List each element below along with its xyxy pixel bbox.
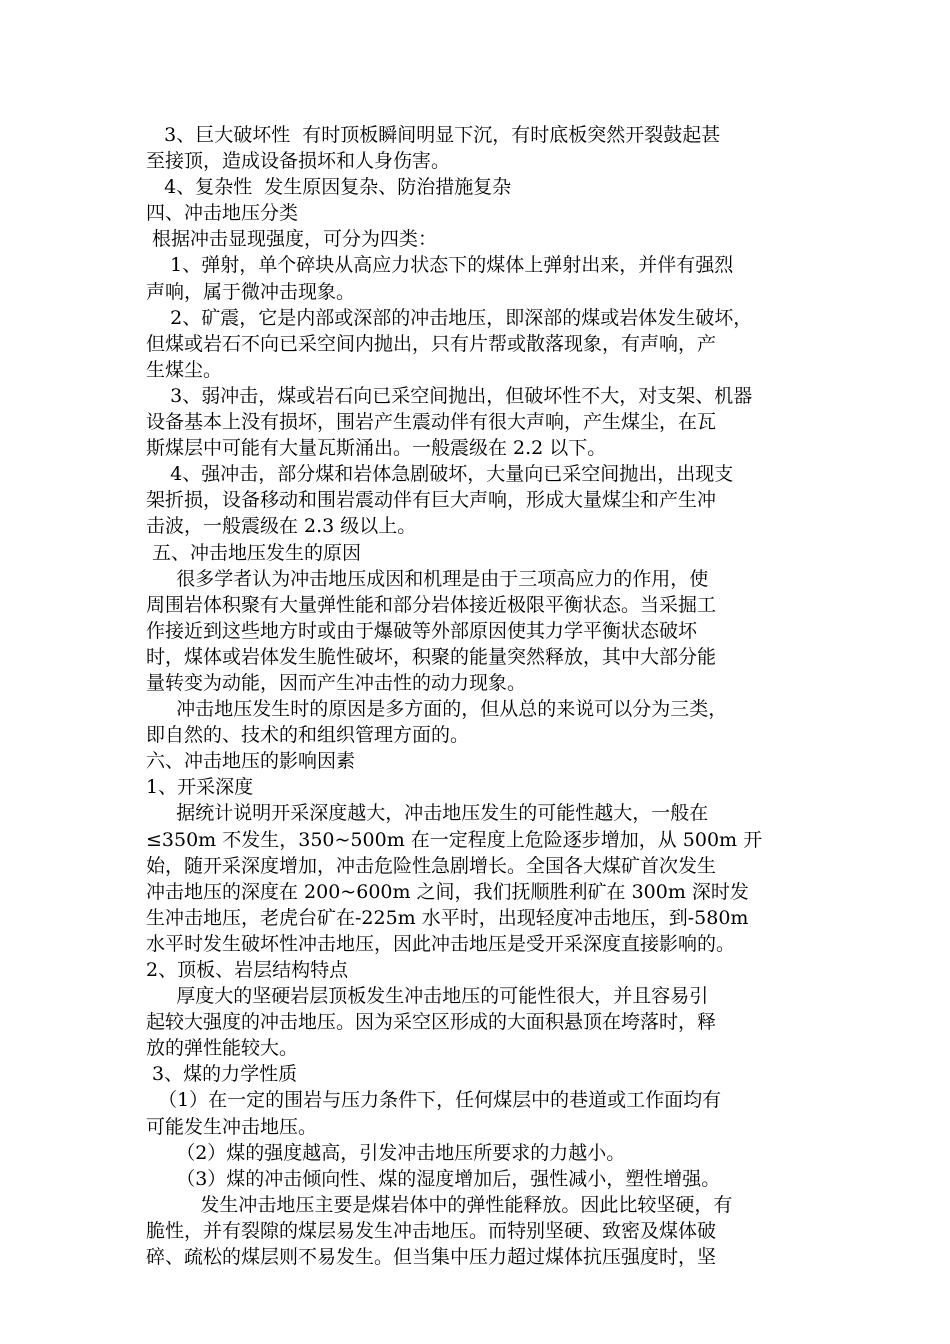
- text-line: 量转变为动能，因而产生冲击性的动力现象。: [146, 671, 527, 694]
- text-line: 3、弱冲击，煤或岩石向已采空间抛出，但破坏性不大，对支架、机器: [146, 384, 753, 407]
- text-line: 时，煤体或岩体发生脆性破坏，积聚的能量突然释放，其中大部分能: [146, 645, 717, 668]
- text-line: 声响，属于微冲击现象。: [146, 280, 356, 303]
- text-line: 4、复杂性 发生原因复杂、防治措施复杂: [146, 176, 512, 199]
- text-line: 水平时发生破坏性冲击地压，因此冲击地压是受开采深度直接影响的。: [146, 932, 736, 955]
- text-line: 击波，一般震级在 2.3 级以上。: [146, 515, 417, 538]
- text-line: 六、冲击地压的影响因素: [146, 750, 356, 773]
- text-line: 很多学者认为冲击地压成因和机理是由于三项高应力的作用，使: [146, 567, 709, 590]
- document-page: [146, 122, 816, 1270]
- text-line: （2）煤的强度越高，引发冲击地压所要求的力越小。: [146, 1141, 626, 1164]
- text-line: 3、煤的力学性质: [146, 1063, 298, 1086]
- text-line: 生冲击地压，老虎台矿在-225m 水平时，出现轻度冲击地压，到-580m: [146, 906, 749, 929]
- text-line: （1）在一定的围岩与压力条件下，任何煤层中的巷道或工作面均有: [146, 1089, 722, 1112]
- text-line: 架折损，设备移动和围岩震动伴有巨大声响，形成大量煤尘和产生冲: [146, 489, 717, 512]
- text-line: 3、巨大破坏性 有时顶板瞬间明显下沉，有时底板突然开裂鼓起甚: [146, 124, 721, 146]
- text-line: 放的弹性能较大。: [146, 1037, 299, 1060]
- text-line: 可能发生冲击地压。: [146, 1115, 318, 1138]
- text-line: 1、弹射，单个碎块从高应力状态下的煤体上弹射出来，并伴有强烈: [146, 254, 734, 277]
- text-line: （3）煤的冲击倾向性、煤的湿度增加后，强性减小，塑性增强。: [146, 1167, 721, 1190]
- text-line: 斯煤层中可能有大量瓦斯涌出。一般震级在 2.2 以下。: [146, 437, 607, 460]
- text-line: 设备基本上没有损坏，围岩产生震动伴有很大声响，产生煤尘，在瓦: [146, 411, 717, 434]
- text-line: 四、冲击地压分类: [146, 202, 299, 225]
- text-line: 生煤尘。: [146, 358, 223, 381]
- text-line: 五、冲击地压发生的原因: [146, 541, 362, 564]
- text-line: 发生冲击地压主要是煤岩体中的弹性能释放。因此比较坚硬，有: [146, 1193, 733, 1216]
- text-line: 2、顶板、岩层结构特点: [146, 959, 349, 981]
- text-line: 2、矿震，它是内部或深部的冲击地压，即深部的煤或岩体发生破坏，: [146, 306, 753, 329]
- text-line: 脆性，并有裂隙的煤层易发生冲击地压。而特别坚硬、致密及煤体破: [146, 1219, 717, 1242]
- text-line: 周围岩体积聚有大量弹性能和部分岩体接近极限平衡状态。当采掘工: [146, 593, 717, 616]
- text-line: 始，随开采深度增加，冲击危险性急剧增长。全国各大煤矿首次发生: [146, 854, 717, 877]
- text-line: 冲击地压发生时的原因是多方面的，但从总的来说可以分为三类，: [146, 698, 728, 721]
- text-line: 冲击地压的深度在 200~600m 之间，我们抚顺胜利矿在 300m 深时发: [146, 880, 749, 903]
- text-line: 1、开采深度: [146, 776, 254, 799]
- text-line: 作接近到这些地方时或由于爆破等外部原因使其力学平衡状态破坏: [146, 619, 698, 642]
- text-line: 起较大强度的冲击地压。因为采空区形成的大面积悬顶在垮落时，释: [146, 1011, 717, 1034]
- text-line: 4、强冲击，部分煤和岩体急剧破坏，大量向已采空间抛出，出现支: [146, 463, 734, 486]
- text-line: ≤350m 不发生，350~500m 在一定程度上危险逐步增加，从 500m 开: [146, 828, 763, 851]
- text-line: 据统计说明开采深度越大，冲击地压发生的可能性越大，一般在: [146, 802, 709, 825]
- text-line: 厚度大的坚硬岩层顶板发生冲击地压的可能性很大，并且容易引: [146, 985, 709, 1008]
- text-line: 碎、疏松的煤层则不易发生。但当集中压力超过煤体抗压强度时，坚: [146, 1246, 717, 1269]
- text-line: 但煤或岩石不向已采空间内抛出，只有片帮或散落现象，有声响，产: [146, 332, 717, 355]
- text-line: 根据冲击显现强度，可分为四类：: [146, 228, 438, 251]
- text-line: 至接顶，造成设备损坏和人身伤害。: [146, 150, 451, 173]
- text-line: 即自然的、技术的和组织管理方面的。: [146, 724, 470, 747]
